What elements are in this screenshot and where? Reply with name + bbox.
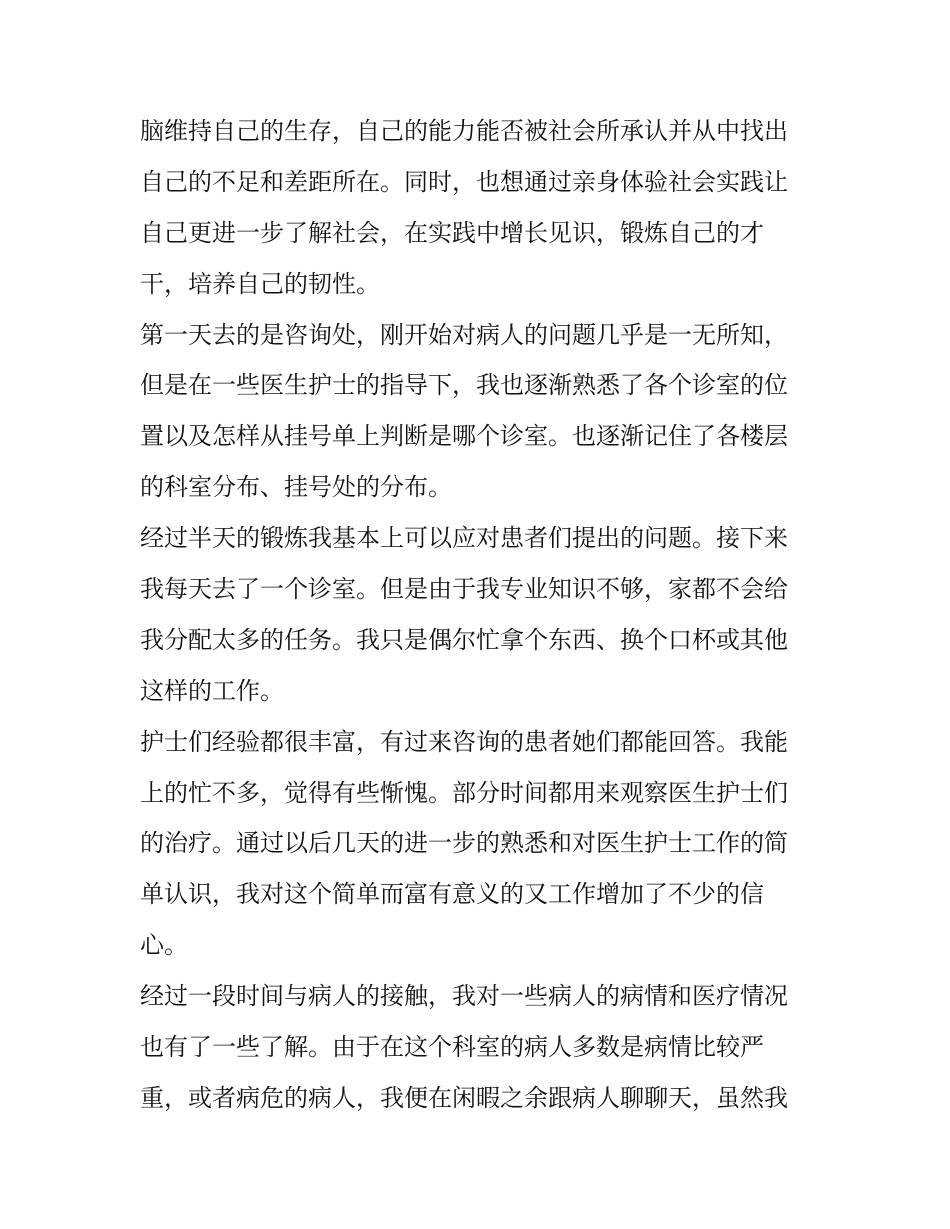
text-line: 但是在一些医生护士的指导下，我也逐渐熟悉了各个诊室的位 [140,371,788,400]
text-line: 重，或者病危的病人，我便在闲暇之余跟病人聊聊天，虽然我 [140,1083,788,1112]
text-line: 上的忙不多，觉得有些惭愧。部分时间都用来观察医生护士们 [140,778,788,807]
text-line: 脑维持自己的生存，自己的能力能否被社会所承认并从中找出 [140,117,788,145]
text-line: 护士们经验都很丰富，有过来咨询的患者她们都能回答。我能 [140,727,788,756]
text-line: 经过一段时间与病人的接触，我对一些病人的病情和医疗情况 [140,982,788,1011]
text-line: 干，培养自己的韧性。 [140,269,380,298]
text-line: 我每天去了一个诊室。但是由于我专业知识不够，家都不会给 [140,575,788,604]
text-line: 置以及怎样从挂号单上判断是哪个诊室。也逐渐记住了各楼层 [140,422,788,451]
text-line: 我分配太多的任务。我只是偶尔忙拿个东西、换个口杯或其他 [140,625,788,654]
text-line: 单认识，我对这个简单而富有意义的又工作增加了不少的信 [140,880,764,909]
text-line: 的治疗。通过以后几天的进一步的熟悉和对医生护士工作的简 [140,829,788,858]
text-line: 经过半天的锻炼我基本上可以应对患者们提出的问题。接下来 [140,524,788,553]
text-line: 自己的不足和差距所在。同时，也想通过亲身体验社会实践让 [140,167,788,196]
document-body [140,106,820,1124]
text-line: 也有了一些了解。由于在这个科室的病人多数是病情比较严 [140,1033,764,1062]
text-line: 心。 [140,931,188,960]
text-line: 第一天去的是咨询处，刚开始对病人的问题几乎是一无所知， [140,320,788,349]
text-line: 的科室分布、挂号处的分布。 [140,473,452,502]
text-line: 自己更进一步了解社会，在实践中增长见识，锻炼自己的才 [140,218,764,247]
text-line: 这样的工作。 [140,676,284,705]
